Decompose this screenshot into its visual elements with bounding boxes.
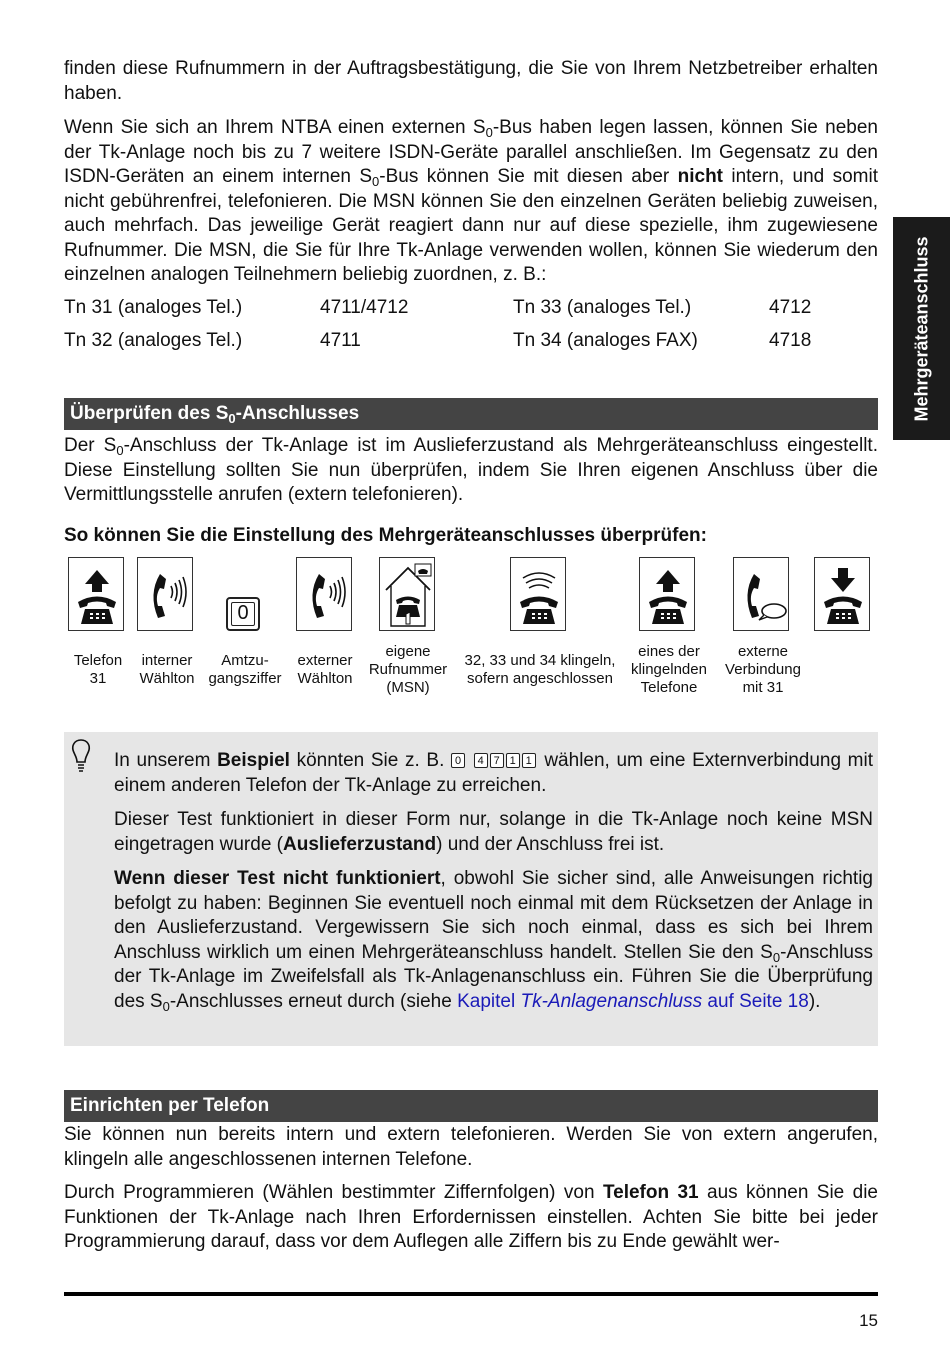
caption-phone-31: Telefon 31 — [73, 652, 123, 687]
table-cell: 4718 — [769, 330, 812, 351]
section2-paragraph-2: Durch Programmieren (Wählen bestimmter Ziffernfolgen) von Telefon 31 aus können Sie die Funktionen der Tk-Anlage nach Ihren Erfordernissen einstellen. Achten Sie bitte bei jeder Programmierung darauf, dass vor dem Auflegen alle Ziffern bis zu Ende gewählt wer- — [64, 1182, 878, 1252]
section-heading-s0-check: Überprüfen des $S_0$-Anschlusses — [64, 398, 878, 430]
lightbulb-icon — [70, 738, 92, 778]
phone-hang-up-icon — [814, 557, 870, 631]
intro-paragraph-1: finden diese Rufnummern in der Auftragsbestätigung, die Sie von Ihrem Netzbetreiber erhalten haben. — [64, 58, 878, 104]
tip-paragraph-1: In unserem Beispiel könnten Sie z. B. 0 4 7 1 1 wählen, um eine Externverbindung mit einem anderen Telefon der Tk-Anlage zu erreichen. — [114, 750, 874, 796]
section-heading-phone-setup: Einrichten per Telefon — [64, 1090, 878, 1122]
side-tab — [893, 217, 950, 440]
table-cell: Tn 34 (analoges FAX) — [513, 330, 698, 351]
table-cell: Tn 33 (analoges Tel.) — [513, 297, 692, 318]
speech-connection-icon — [733, 557, 789, 631]
caption-own-msn: eigene Rufnummer (MSN) — [368, 643, 448, 696]
internal-dial-tone-icon — [137, 557, 193, 631]
footer-rule — [64, 1292, 878, 1296]
table-cell: 4711 — [320, 330, 361, 351]
side-tab-label: Mehrgeräteanschluss — [911, 235, 931, 422]
section1-paragraph: Der $S_0$-Anschluss der Tk-Anlage ist im Auslieferzustand als Mehrgeräteanschluss eingestellt. Diese Einstellung sollten Sie nun überprüfen, indem Sie Ihren eigenen Anschluss über die Vermittlungsstelle anrufen (extern telefonieren). — [64, 435, 878, 505]
section2-paragraph-1: Sie können nun bereits intern und extern telefonieren. Werden Sie von extern angerufen, klingeln alle angeschlossenen internen Telefone. — [64, 1124, 878, 1170]
key-1: 1 — [506, 753, 520, 768]
external-dial-tone-icon — [296, 557, 352, 631]
table-cell: 4712 — [769, 297, 812, 318]
page-number: 15 — [859, 1311, 878, 1330]
chapter-link[interactable]: Kapitel Tk-Anlagenanschluss auf Seite 18 — [457, 990, 809, 1012]
caption-internal-tone: interner Wählton — [139, 652, 195, 687]
phone-lift-icon — [639, 557, 695, 631]
table-cell: Tn 32 (analoges Tel.) — [64, 330, 243, 351]
caption-phones-ring: 32, 33 und 34 klingeln, sofern angeschlossen — [464, 652, 616, 687]
caption-external-connection: externe Verbindung mit 31 — [725, 643, 801, 696]
table-cell: Tn 31 (analoges Tel.) — [64, 297, 243, 318]
key-7: 7 — [490, 753, 504, 768]
phone-lift-icon — [68, 557, 124, 631]
caption-ringing-phone: eines der klingelnden Telefone — [631, 643, 707, 696]
key-1: 1 — [522, 753, 536, 768]
table-cell: 4711/4712 — [320, 297, 409, 318]
steps-title: So können Sie die Einstellung des Mehrgeräteanschlusses überprüfen: — [64, 525, 707, 546]
intro-paragraph-2: Wenn Sie sich an Ihrem NTBA einen externen $S_0$-Bus haben legen lassen, können Sie neben der Tk-Anlage noch bis zu 7 weitere ISDN-Geräte parallel anschließen. Im Gegensatz zu den ISDN-Geräten an einem internen $S_0$-Bus können Sie mit diesen aber nicht intern, und somit nicht gebührenfrei, telefonieren. Die MSN können Sie den einzelnen Geräten beliebig zuweisen, auch mehrfach. Das jeweilige Gerät reagiert dann nur auf diese spezielle, ihm zugewiesene Rufnummer. Die MSN, die Sie für Ihre Tk-Anlage verwenden wollen, können Sie wiederum den einzelnen analogen Teilnehmern beliebig zuordnen, z. B.: — [64, 117, 878, 285]
caption-outside-digit: Amtzu- gangsziffer — [208, 652, 282, 687]
zero-key-icon: 0 — [226, 597, 260, 631]
tip-box — [64, 732, 878, 1046]
caption-external-tone: externer Wählton — [297, 652, 353, 687]
key-4: 4 — [474, 753, 488, 768]
own-number-house-icon — [379, 557, 435, 631]
tip-paragraph-2: Dieser Test funktioniert in dieser Form nur, solange in die Tk-Anlage noch keine MSN eingetragen wurde (Auslieferzustand) und der Anschluss frei ist. — [114, 809, 873, 855]
tip-paragraph-3: Wenn dieser Test nicht funktioniert, obwohl Sie sicher sind, alle Anweisungen richtig befolgt zu haben: Beginnen Sie eventuell noch einmal mit dem Rücksetzen der Anlage in den Auslieferzustand. Vergewissern Sie sich noch einmal, dass es sich bei Ihrem Anschluss wirklich um einen Mehrgeräteanschluss handelt. Stellen Sie den $S_0$-Anschluss der Tk-Anlage im Zweifelsfall als Tk-Anlagenanschluss ein. Führen Sie die Überprüfung des $S_0$-Anschlusses erneut durch (siehe Kapitel Tk-Anlagenanschluss auf Seite 18). — [114, 868, 874, 1014]
ringing-phone-icon — [510, 557, 566, 631]
key-0: 0 — [451, 753, 465, 768]
